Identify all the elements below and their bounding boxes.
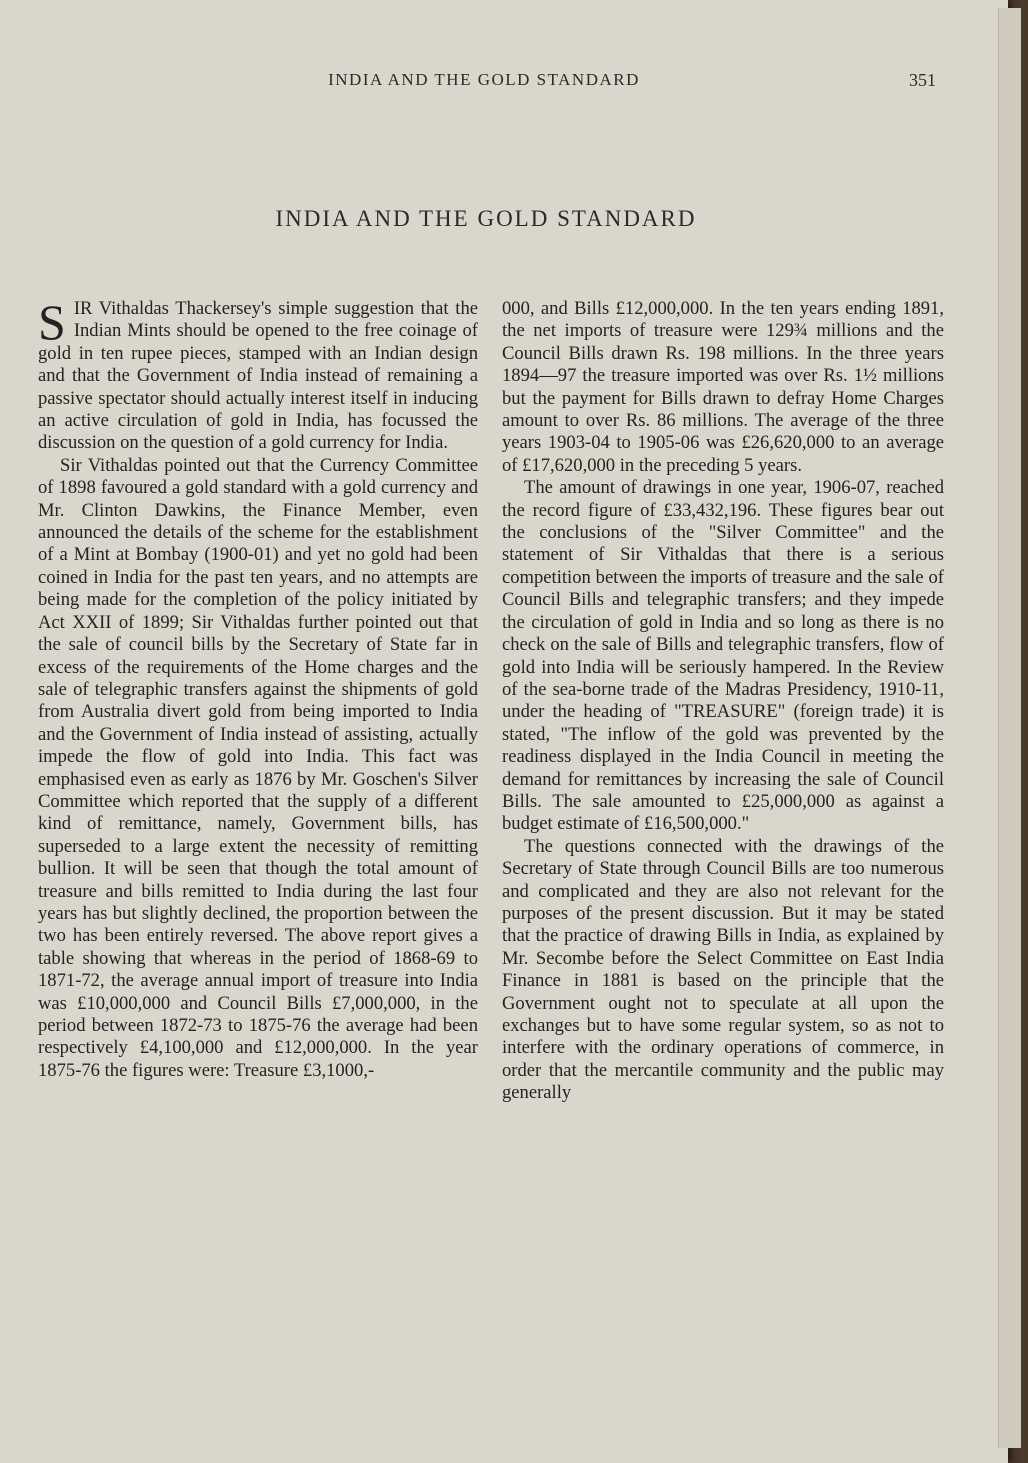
left-column — [38, 294, 478, 1082]
right-paragraph-3: The questions connected with the drawings of the Secretary of State through Council Bills are too numerous and complicated and they are also not relevant for the purposes of the present discussion. But it may be stated that the practice of drawing Bills in India, as explained by Mr. Secombe before the Select Committee on East India Finance in 1881 is based on the principle that the Government ought not to speculate at all upon the exchanges but to have some regular system, so as not to interfere with the ordinary operations of commerce, in order that the mercantile community and the public may generally — [502, 835, 944, 1104]
article-title: INDIA AND THE GOLD STANDARD — [275, 206, 697, 231]
right-paragraph-1: 000, and Bills £12,000,000. In the ten years ending 1891, the net imports of treasure were 129¾ millions and the Council Bills drawn Rs. 198 millions. In the three years 1894—97 the treasure imported was over Rs. 1½ millions but the payment for Bills drawn to defray Home Charges amount to over Rs. 86 millions. The average of the three years 1903-04 to 1905-06 was £26,620,000 to an average of £17,620,000 in the preceding 5 years. — [502, 298, 944, 476]
left-paragraph-1 — [38, 294, 478, 455]
running-head: INDIA AND THE GOLD STANDARD — [328, 70, 640, 89]
drop-cap: S — [38, 294, 66, 350]
left-paragraph-1-text: IR Vithaldas Thackersey's simple suggestion that the Indian Mints should be opened to the free coinage of gold in ten rupee pieces, stamped with an Indian design and that the Government of India instead of remaining a passive spectator should actually interest itself in inducing an active circulation of gold in India, has focussed the discussion on the question of a gold currency for India. — [38, 298, 478, 454]
right-column — [502, 298, 944, 1105]
right-paragraph-2: The amount of drawings in one year, 1906-07, reached the record figure of £33,432,196. These figures bear out the conclusions of the "Silver Committee" and the statement of Sir Vithaldas that there is a serious competition between the imports of treasure and the sale of Council Bills and telegraphic transfers; and they impede the circulation of gold in India and so long as there is no check on the sale of Bills and telegraphic transfers, flow of gold into India will be seriously hampered. In the Review of the sea-borne trade of the Madras Presidency, 1910-11, under the heading of "TREASURE" (foreign trade) it is stated, "The inflow of the gold was prevented by the readiness displayed in the India Council in meeting the demand for remittances by increasing the sale of Council Bills. The sale amounted to £25,000,000 as against a budget estimate of £16,500,000." — [502, 477, 944, 835]
page-number: 351 — [909, 70, 936, 90]
page-edge — [998, 8, 1021, 1448]
left-paragraph-2: Sir Vithaldas pointed out that the Currency Committee of 1898 favoured a gold standard with a gold currency and Mr. Clinton Dawkins, the Finance Member, even announced the details of the scheme for the establishment of a Mint at Bombay (1900-01) and yet no gold had been coined in India for the past ten years, and no attempts are being made for the completion of the policy initiated by Act XXII of 1899; Sir Vithaldas further pointed out that the sale of council bills by the Secretary of State far in excess of the requirements of the Home charges and the sale of telegraphic transfers against the shipments of gold from Australia divert gold from being imported to India and the Government of India instead of assisting, actually impede the flow of gold into India. This fact was emphasised even as early as 1876 by Mr. Goschen's Silver Committee which reported that the supply of a different kind of remittance, namely, Government bills, has superseded to a large extent the necessity of remitting bullion. It will be seen that though the total amount of treasure and bills remitted to India during the last four years has but slightly declined, the proportion between the two has been entirely reversed. The above report gives a table showing that whereas in the period of 1868-69 to 1871-72, the average annual import of treasure into India was £10,000,000 and Council Bills £7,000,000, in the period between 1872-73 to 1875-76 the average had been respectively £4,100,000 and £12,000,000. In the year 1875-76 the figures were: Treasure £3,1000,- — [38, 454, 478, 1081]
